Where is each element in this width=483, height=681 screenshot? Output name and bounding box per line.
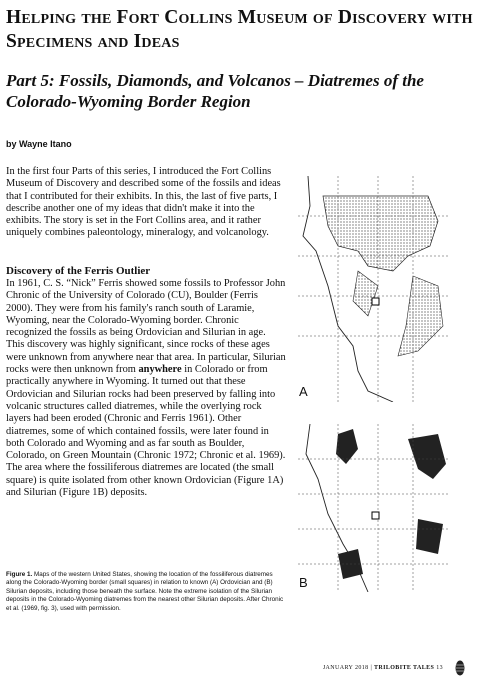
body-text-before: In 1961, C. S. “Nick” Ferris showed some fossils to Professor John Chronic of the University of Colorado (CU), Boulder (Ferris 2000). They were from his family's ranch south of Laramie, Wyoming, near the Colorado-Wyoming border. Chronic recognized the fossils as being Ordovician and Silurian in age. This discovery was highly significant, since rocks of these ages were unknown from anywhere near that area. In particular, Silurian rocks were then unknown from (6, 278, 286, 376)
page-footer (323, 665, 443, 671)
body-paragraph (6, 278, 286, 499)
trilobite-icon (455, 660, 465, 676)
footer-date: JANUARY 2018 | (322, 665, 373, 671)
caption-label: Figure 1. (6, 571, 33, 578)
caption-text: Maps of the western United States, showing the location of the fossiliferous diatremes along the Colorado-Wyoming border (small squares) in relation to known (A) Ordovician and (B) Silurian deposits, including those beneath the surface. Note the extreme isolation of the Silurian deposits in the Colorado-Wyoming diatremes from the nearest other Silurian deposits. After Chronic et al. (1969, fig. 3), used with permission. (6, 571, 284, 612)
footer-publication: TRILOBITE TALES (373, 665, 435, 671)
body-text-after: in Colorado or from practically anywhere in Wyoming. It turned out that these Ordovician and Silurian rocks had been preserved by falling into volcanic structures called diatremes, while the overlying rock layers had been eroded (Chronic and Ferris 1961). Other diatremes, some of which contained fossils, were later found in both Colorado and Wyoming and as far south as Boulder, Colorado, on Green Mountain (Chronic 1972; Chronic et al. 1969). The area where the fossiliferous diatremes are located (the small square) is quite isolated from other known Ordovician (Figure 1A) and Silurian (Figure 1B) deposits. (6, 364, 286, 499)
figure-caption (6, 571, 286, 613)
article-title: Helping the Fort Collins Museum of Discovery with Specimens and Ideas (6, 7, 473, 52)
section-heading: Discovery of the Ferris Outlier (6, 265, 151, 277)
byline: by Wayne Itano (6, 139, 72, 149)
map-b-label: B (299, 575, 308, 590)
footer-page-number: 13 (436, 665, 443, 671)
article-subtitle: Part 5: Fossils, Diamonds, and Volcanos – Diatremes of the Colorado-Wyoming Border Region (6, 71, 424, 111)
map-ordovician (298, 176, 448, 402)
map-a-label: A (299, 384, 308, 399)
body-emphasis: anywhere (138, 364, 182, 376)
map-silurian (298, 424, 448, 592)
intro-paragraph: In the first four Parts of this series, I introduced the Fort Collins Museum of Discovery and described some of the fossils and ideas that I contributed for their exhibits. In this, the last of five parts, I describe another one of my ideas that didn't make it into the exhibits. The story is set in the Fort Collins area, and it rather uniquely combines paleontology, mineralogy, and volcanology. (6, 166, 281, 239)
